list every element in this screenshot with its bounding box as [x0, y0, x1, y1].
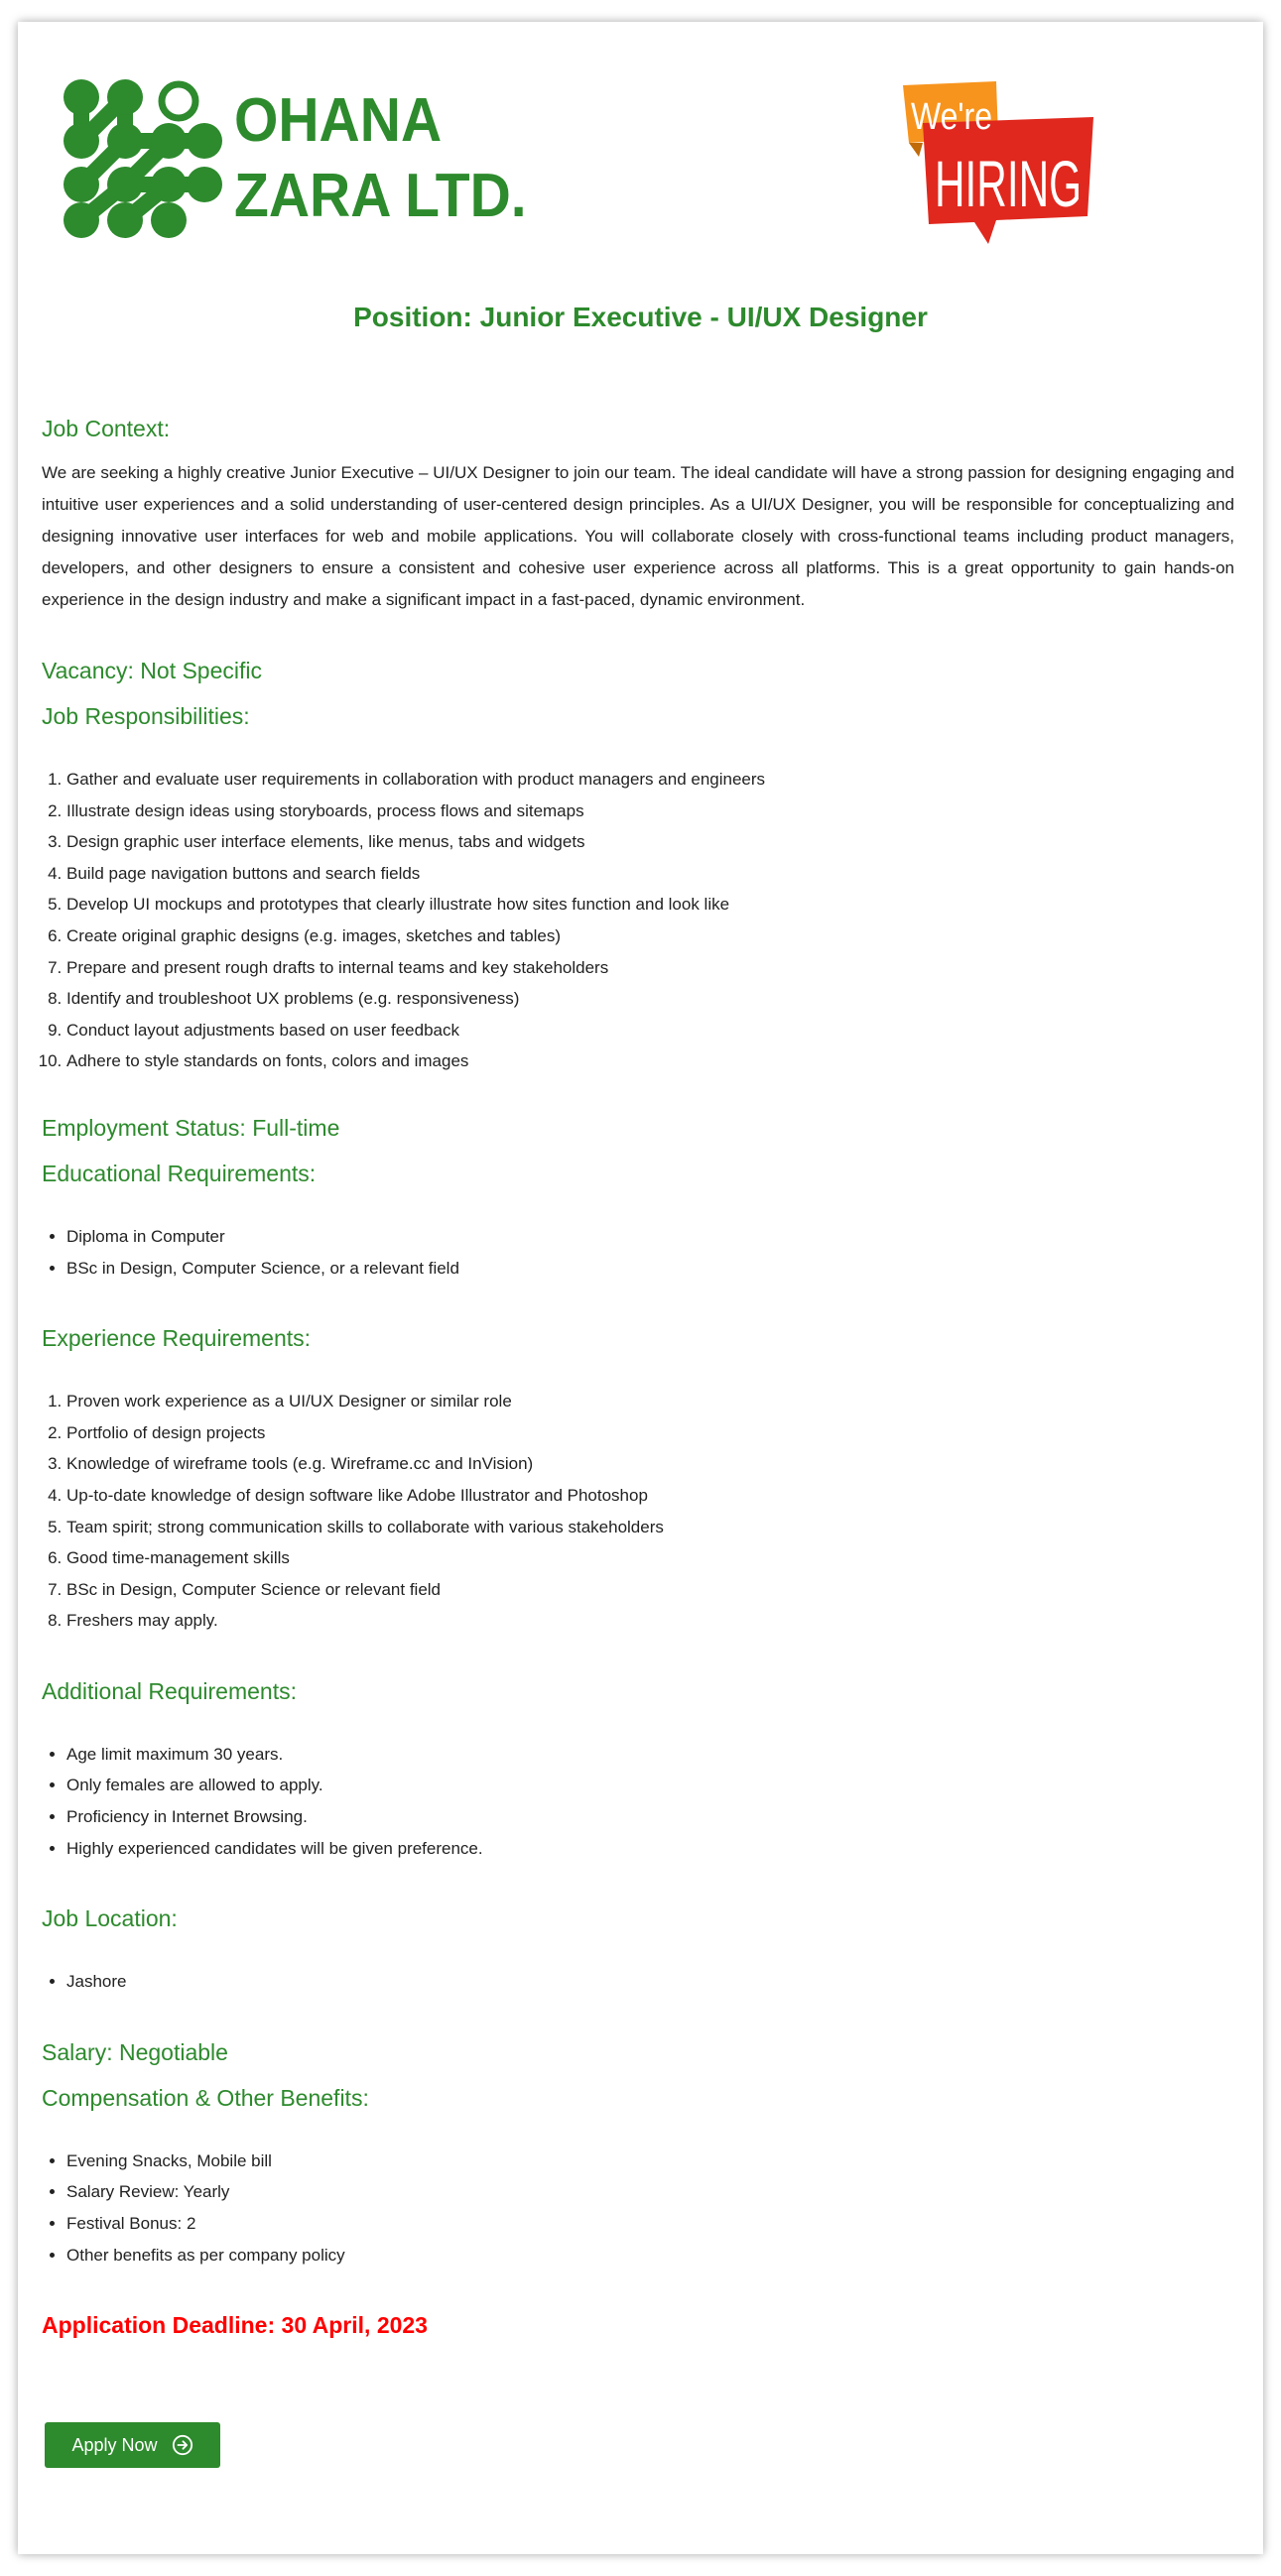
list-item: • Diploma in Computer	[66, 1221, 1234, 1253]
list-item: 8. Identify and troubleshoot UX problems (e.g. responsiveness)	[66, 983, 1234, 1015]
list-item: • Proficiency in Internet Browsing.	[66, 1801, 1234, 1833]
logo-mark-icon	[64, 79, 222, 238]
list-item: 4. Build page navigation buttons and search fields	[66, 858, 1234, 890]
job-context-heading: Job Context:	[42, 416, 171, 441]
list-item: • Salary Review: Yearly	[66, 2176, 1234, 2208]
list-item: 10. Adhere to style standards on fonts, colors and images	[66, 1045, 1234, 1077]
job-details	[42, 414, 1234, 2340]
list-item: 4. Up-to-date knowledge of design software like Adobe Illustrator and Photoshop	[66, 1480, 1234, 1512]
list-item: • Age limit maximum 30 years.	[66, 1739, 1234, 1771]
responsibilities-heading: Job Responsibilities:	[42, 703, 250, 729]
list-item: 3. Design graphic user interface elements, like menus, tabs and widgets	[66, 826, 1234, 858]
list-item: • Highly experienced candidates will be given preference.	[66, 1833, 1234, 1865]
experience-list	[42, 1386, 1234, 1637]
list-item: 1. Proven work experience as a UI/UX Designer or similar role	[66, 1386, 1234, 1417]
location-heading: Job Location:	[42, 1905, 178, 1932]
header	[18, 22, 1263, 332]
list-item: 5. Develop UI mockups and prototypes that clearly illustrate how sites function and look like	[66, 889, 1234, 920]
location-list	[42, 1966, 1234, 1998]
list-item: • Only females are allowed to apply.	[66, 1770, 1234, 1801]
hiring-bottom-word: HIRING	[935, 147, 1082, 220]
logo-line-2: ZARA LTD.	[234, 162, 527, 230]
list-item: • BSc in Design, Computer Science, or a relevant field	[66, 1253, 1234, 1285]
additional-list	[42, 1739, 1234, 1864]
education-list	[42, 1221, 1234, 1284]
experience-heading: Experience Requirements:	[42, 1325, 312, 1352]
apply-now-button[interactable]	[45, 2422, 220, 2468]
list-item: 6. Create original graphic designs (e.g. images, sketches and tables)	[66, 920, 1234, 952]
position-title: Position: Junior Executive - UI/UX Designer	[353, 302, 928, 332]
list-item: 2. Illustrate design ideas using storyboards, process flows and sitemaps	[66, 796, 1234, 827]
job-context-text: We are seeking a highly creative Junior Executive – UI/UX Designer to join our team. The ideal candidate will have a strong passion for designing engaging and intuitive user experiences and a solid understanding of user-centered design principles. As a UI/UX Designer, you will be responsible for conceptualizing and designing innovative user interfaces for web and mobile applications. You will collaborate closely with cross-functional teams including product managers, developers, and other designers to ensure a consistent and cohesive user experience across all platforms. This is a great opportunity to gain hands-on experience in the design industry and make a significant impact in a fast-paced, dynamic environment.	[42, 463, 1234, 609]
list-item: 2. Portfolio of design projects	[66, 1417, 1234, 1449]
list-item: 9. Conduct layout adjustments based on user feedback	[66, 1015, 1234, 1046]
list-item: • Evening Snacks, Mobile bill	[66, 2146, 1234, 2177]
hiring-badge-icon	[889, 77, 1105, 254]
list-item: • Jashore	[66, 1966, 1234, 1998]
employment-status: Employment Status: Full-time	[42, 1114, 340, 1141]
list-item: 8. Freshers may apply.	[66, 1605, 1234, 1637]
salary: Salary: Negotiable	[42, 2038, 228, 2065]
apply-now-label: Apply Now	[71, 2434, 158, 2455]
responsibilities-list	[42, 764, 1234, 1077]
list-item: 7. BSc in Design, Computer Science or relevant field	[66, 1574, 1234, 1606]
company-logo-text	[234, 83, 527, 234]
job-post-card	[18, 22, 1263, 2554]
arrow-right-circle-icon	[172, 2434, 193, 2456]
logo-line-1: OHANA	[234, 86, 443, 155]
vacancy: Vacancy: Not Specific	[42, 658, 263, 683]
application-deadline: Application Deadline: 30 April, 2023	[42, 2312, 428, 2339]
benefits-heading: Compensation & Other Benefits:	[42, 2084, 369, 2111]
list-item: 7. Prepare and present rough drafts to internal teams and key stakeholders	[66, 952, 1234, 984]
list-item: 5. Team spirit; strong communication skills to collaborate with various stakeholders	[66, 1512, 1234, 1543]
list-item: 3. Knowledge of wireframe tools (e.g. Wireframe.cc and InVision)	[66, 1448, 1234, 1480]
additional-heading: Additional Requirements:	[42, 1677, 297, 1704]
hiring-top-word: We're	[911, 96, 992, 138]
list-item: • Other benefits as per company policy	[66, 2240, 1234, 2271]
education-heading: Educational Requirements:	[42, 1160, 317, 1186]
benefits-list	[42, 2146, 1234, 2270]
list-item: • Festival Bonus: 2	[66, 2208, 1234, 2240]
list-item: 1. Gather and evaluate user requirements in collaboration with product managers and engineers	[66, 764, 1234, 796]
list-item: 6. Good time-management skills	[66, 1542, 1234, 1574]
